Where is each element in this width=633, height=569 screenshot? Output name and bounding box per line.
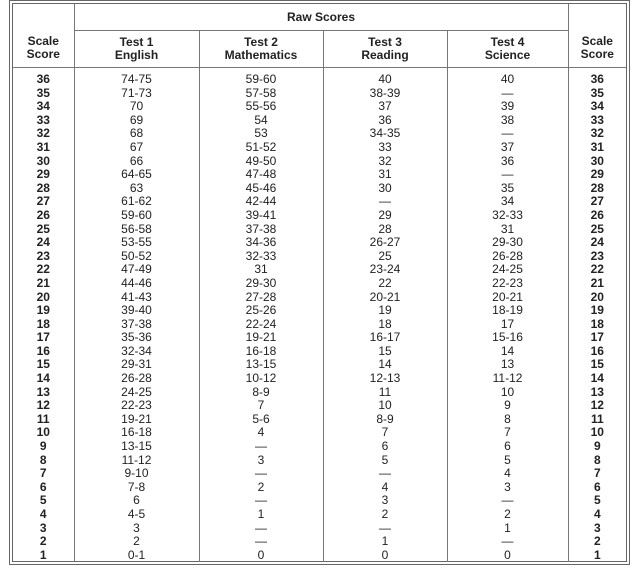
raw-score-reading: 10	[323, 399, 447, 413]
scale-score-left: 5	[39, 493, 47, 508]
scale-score-left: 1	[39, 547, 47, 562]
raw-score-mathematics: 53	[199, 127, 323, 141]
raw-score-reading: 8-9	[323, 413, 447, 427]
raw-score-english: 44-46	[74, 277, 199, 291]
table-row	[13, 291, 626, 305]
raw-score-english: 6	[74, 494, 199, 508]
scale-score-left: 11	[36, 411, 50, 426]
scale-score-right: 10	[568, 426, 626, 440]
raw-score-english: 22-23	[74, 399, 199, 413]
scale-score-right: 23	[568, 250, 626, 264]
raw-score-mathematics: 51-52	[199, 141, 323, 155]
scale-score-right: 18	[568, 318, 626, 332]
scale-score-right: 12	[568, 399, 626, 413]
raw-score-mathematics: —	[199, 535, 323, 549]
raw-score-english: 66	[74, 155, 199, 169]
raw-score-mathematics: 34-36	[199, 236, 323, 250]
scale-score-left: 20	[36, 289, 50, 304]
raw-score-reading: 11	[323, 386, 447, 400]
raw-score-english: 74-75	[74, 68, 199, 87]
raw-score-mathematics: 59-60	[199, 68, 323, 87]
table-row	[13, 454, 626, 468]
raw-score-mathematics: 3	[199, 454, 323, 468]
scale-score-right: 22	[568, 263, 626, 277]
table-row	[13, 386, 626, 400]
scale-score-header-right	[568, 4, 626, 68]
raw-score-science: 24-25	[447, 263, 568, 277]
scale-score-left: 27	[36, 194, 50, 209]
scale-score-right: 21	[568, 277, 626, 291]
raw-score-reading: 25	[323, 250, 447, 264]
table-row	[13, 209, 626, 223]
raw-score-english: 11-12	[74, 454, 199, 468]
raw-score-science: —	[447, 127, 568, 141]
raw-score-english: 70	[74, 100, 199, 114]
raw-score-reading: 30	[323, 182, 447, 196]
raw-score-mathematics: 7	[199, 399, 323, 413]
table-row	[13, 263, 626, 277]
raw-score-reading: 31	[323, 168, 447, 182]
test-subject: Science	[484, 48, 531, 62]
table-row	[13, 481, 626, 495]
raw-score-mathematics: 4	[199, 426, 323, 440]
raw-score-reading: 29	[323, 209, 447, 223]
raw-score-reading: 36	[323, 114, 447, 128]
scale-score-left: 7	[39, 466, 47, 481]
raw-score-mathematics: 13-15	[199, 358, 323, 372]
scale-label: Scale	[581, 33, 613, 48]
raw-score-science: 40	[447, 68, 568, 87]
raw-score-science: —	[447, 168, 568, 182]
raw-score-english: 61-62	[74, 195, 199, 209]
scale-score-left: 9	[39, 439, 47, 454]
scale-score-left: 29	[36, 167, 50, 182]
raw-score-mathematics: 27-28	[199, 291, 323, 305]
raw-score-mathematics: 29-30	[199, 277, 323, 291]
table-row	[13, 318, 626, 332]
table-row	[13, 413, 626, 427]
raw-score-mathematics: 42-44	[199, 195, 323, 209]
raw-score-english: 56-58	[74, 223, 199, 237]
scale-score-left: 3	[39, 520, 47, 535]
scale-score-left: 31	[36, 139, 50, 154]
scale-score-left: 18	[36, 316, 50, 331]
raw-score-mathematics: 25-26	[199, 304, 323, 318]
raw-score-science: 31	[447, 223, 568, 237]
raw-score-science: 34	[447, 195, 568, 209]
raw-score-mathematics: 49-50	[199, 155, 323, 169]
table-row	[13, 223, 626, 237]
raw-score-science: 1	[447, 522, 568, 536]
raw-score-science: 17	[447, 318, 568, 332]
raw-score-english: 7-8	[74, 481, 199, 495]
raw-score-science: 0	[447, 549, 568, 563]
scale-score-right: 4	[568, 508, 626, 522]
scale-score-left: 23	[36, 248, 50, 263]
score-label: Score	[26, 46, 60, 61]
scale-score-right: 17	[568, 331, 626, 345]
raw-score-reading: 14	[323, 358, 447, 372]
table-row	[13, 372, 626, 386]
scale-score-right: 27	[568, 195, 626, 209]
scale-score-left: 12	[36, 398, 50, 413]
score-conversion-table	[13, 4, 626, 562]
raw-score-mathematics: 45-46	[199, 182, 323, 196]
scale-score-left: 13	[36, 384, 50, 399]
raw-score-english: 32-34	[74, 345, 199, 359]
raw-score-mathematics: 5-6	[199, 413, 323, 427]
raw-score-mathematics: 8-9	[199, 386, 323, 400]
table-row	[13, 100, 626, 114]
raw-score-english: 67	[74, 141, 199, 155]
test-number: Test 3	[368, 35, 402, 49]
scale-score-right: 13	[568, 386, 626, 400]
raw-score-reading: 5	[323, 454, 447, 468]
raw-score-mathematics: 57-58	[199, 87, 323, 101]
raw-score-science: 37	[447, 141, 568, 155]
scale-score-right: 2	[568, 535, 626, 549]
raw-score-english: 68	[74, 127, 199, 141]
raw-score-english: 47-49	[74, 263, 199, 277]
raw-score-mathematics: 0	[199, 549, 323, 563]
raw-score-science: 11-12	[447, 372, 568, 386]
table-row	[13, 127, 626, 141]
raw-score-mathematics: 22-24	[199, 318, 323, 332]
scale-score-right: 9	[568, 440, 626, 454]
scale-score-left: 19	[36, 303, 50, 318]
raw-scores-header: Raw Scores	[74, 4, 568, 31]
raw-score-reading: 26-27	[323, 236, 447, 250]
raw-score-english: 39-40	[74, 304, 199, 318]
score-conversion-table-frame	[9, 0, 630, 565]
test-number: Test 4	[490, 35, 525, 49]
raw-score-english: 26-28	[74, 372, 199, 386]
scale-score-left: 36	[36, 72, 50, 86]
raw-score-mathematics: 19-21	[199, 331, 323, 345]
raw-score-science: 38	[447, 114, 568, 128]
scale-score-left: 15	[36, 357, 50, 372]
raw-score-mathematics: 37-38	[199, 223, 323, 237]
scale-score-right: 19	[568, 304, 626, 318]
scale-score-right: 15	[568, 358, 626, 372]
raw-score-english: 9-10	[74, 467, 199, 481]
scale-score-right: 20	[568, 291, 626, 305]
table-row	[13, 494, 626, 508]
scale-score-left: 2	[39, 534, 47, 549]
raw-score-english: 63	[74, 182, 199, 196]
test-2-mathematics-header	[199, 31, 323, 68]
scale-score-right: 5	[568, 494, 626, 508]
scale-score-left: 28	[36, 180, 50, 195]
raw-score-english: 59-60	[74, 209, 199, 223]
raw-score-reading: 1	[323, 535, 447, 549]
table-row	[13, 87, 626, 101]
test-subject: English	[114, 48, 159, 62]
raw-score-science: 9	[447, 399, 568, 413]
raw-score-english: 71-73	[74, 87, 199, 101]
table-row	[13, 114, 626, 128]
raw-score-english: 53-55	[74, 236, 199, 250]
table-row	[13, 236, 626, 250]
raw-score-mathematics: 31	[199, 263, 323, 277]
scale-score-left: 8	[39, 452, 47, 467]
raw-score-science: 26-28	[447, 250, 568, 264]
raw-score-reading: 32	[323, 155, 447, 169]
raw-score-reading: 4	[323, 481, 447, 495]
scale-score-right: 25	[568, 223, 626, 237]
scale-score-left: 30	[36, 153, 50, 168]
raw-score-reading: 3	[323, 494, 447, 508]
raw-score-reading: 6	[323, 440, 447, 454]
scale-score-right: 6	[568, 481, 626, 495]
scale-score-right: 34	[568, 100, 626, 114]
raw-score-science: 2	[447, 508, 568, 522]
test-3-reading-header	[323, 31, 447, 68]
raw-score-science: 5	[447, 454, 568, 468]
raw-score-reading: 19	[323, 304, 447, 318]
table-row	[13, 168, 626, 182]
raw-score-reading: 38-39	[323, 87, 447, 101]
scale-score-right: 32	[568, 127, 626, 141]
scale-score-left: 16	[36, 343, 50, 358]
raw-score-science: 6	[447, 440, 568, 454]
table-row	[13, 182, 626, 196]
scale-score-right: 7	[568, 467, 626, 481]
raw-score-english: 3	[74, 522, 199, 536]
test-1-english-header	[74, 31, 199, 68]
table-row	[13, 440, 626, 454]
test-number: Test 1	[119, 35, 154, 49]
table-row	[13, 277, 626, 291]
table-row	[13, 331, 626, 345]
raw-score-science: 39	[447, 100, 568, 114]
raw-score-mathematics: 1	[199, 508, 323, 522]
raw-score-science: 13	[447, 358, 568, 372]
scale-score-right: 26	[568, 209, 626, 223]
table-row	[13, 549, 626, 563]
raw-score-english: 41-43	[74, 291, 199, 305]
table-row	[13, 304, 626, 318]
scale-score-right: 28	[568, 182, 626, 196]
raw-score-reading: 2	[323, 508, 447, 522]
raw-score-reading: 18	[323, 318, 447, 332]
raw-score-reading: 16-17	[323, 331, 447, 345]
scale-score-right: 24	[568, 236, 626, 250]
raw-score-reading: 34-35	[323, 127, 447, 141]
raw-score-science: 7	[447, 426, 568, 440]
raw-score-reading: 23-24	[323, 263, 447, 277]
raw-score-mathematics: 16-18	[199, 345, 323, 359]
raw-score-science: —	[447, 535, 568, 549]
table-row	[13, 155, 626, 169]
scale-score-left: 35	[36, 85, 50, 100]
raw-score-science: —	[447, 87, 568, 101]
scale-score-right: 36	[568, 68, 626, 87]
scale-score-left: 33	[36, 112, 50, 127]
raw-score-science: 22-23	[447, 277, 568, 291]
raw-score-english: 35-36	[74, 331, 199, 345]
raw-score-mathematics: 47-48	[199, 168, 323, 182]
table-row	[13, 535, 626, 549]
scale-score-right: 14	[568, 372, 626, 386]
raw-score-english: 37-38	[74, 318, 199, 332]
raw-score-reading: 20-21	[323, 291, 447, 305]
raw-score-english: 69	[74, 114, 199, 128]
scale-score-header-left	[13, 4, 74, 68]
scale-score-right: 1	[568, 549, 626, 563]
raw-score-science: 10	[447, 386, 568, 400]
raw-score-science: 3	[447, 481, 568, 495]
raw-score-mathematics: —	[199, 440, 323, 454]
raw-score-english: 19-21	[74, 413, 199, 427]
scale-score-left: 17	[36, 330, 50, 345]
raw-score-science: 14	[447, 345, 568, 359]
raw-score-english: 4-5	[74, 508, 199, 522]
raw-score-reading: 28	[323, 223, 447, 237]
scale-score-left: 21	[36, 275, 50, 290]
scale-label: Scale	[27, 33, 59, 48]
raw-score-science: —	[447, 494, 568, 508]
table-row	[13, 508, 626, 522]
scale-score-left: 14	[36, 371, 50, 386]
table-row	[13, 141, 626, 155]
raw-score-english: 64-65	[74, 168, 199, 182]
table-row	[13, 467, 626, 481]
test-subject: Mathematics	[224, 48, 298, 62]
scale-score-right: 11	[568, 413, 626, 427]
raw-score-reading: —	[323, 522, 447, 536]
raw-score-english: 29-31	[74, 358, 199, 372]
raw-score-english: 2	[74, 535, 199, 549]
raw-score-english: 0-1	[74, 549, 199, 563]
raw-score-mathematics: 32-33	[199, 250, 323, 264]
scale-score-right: 33	[568, 114, 626, 128]
table-row	[13, 399, 626, 413]
scale-score-left: 26	[36, 207, 50, 222]
raw-score-reading: 0	[323, 549, 447, 563]
raw-score-reading: 22	[323, 277, 447, 291]
raw-score-reading: —	[323, 467, 447, 481]
raw-score-science: 4	[447, 467, 568, 481]
raw-score-science: 15-16	[447, 331, 568, 345]
table-row	[13, 345, 626, 359]
raw-score-english: 24-25	[74, 386, 199, 400]
raw-score-reading: 7	[323, 426, 447, 440]
test-subject: Reading	[361, 48, 409, 62]
scale-score-right: 35	[568, 87, 626, 101]
raw-score-mathematics: 2	[199, 481, 323, 495]
raw-score-reading: —	[323, 195, 447, 209]
raw-score-mathematics: 54	[199, 114, 323, 128]
raw-score-reading: 15	[323, 345, 447, 359]
raw-score-science: 18-19	[447, 304, 568, 318]
raw-score-reading: 33	[323, 141, 447, 155]
scale-score-right: 3	[568, 522, 626, 536]
scale-score-left: 22	[36, 262, 50, 277]
scale-score-right: 8	[568, 454, 626, 468]
raw-score-science: 36	[447, 155, 568, 169]
scale-score-right: 30	[568, 155, 626, 169]
table-row	[13, 68, 626, 87]
raw-score-english: 16-18	[74, 426, 199, 440]
test-4-science-header	[447, 31, 568, 68]
scale-score-left: 10	[36, 425, 50, 440]
table-row	[13, 195, 626, 209]
scale-score-right: 16	[568, 345, 626, 359]
scale-score-left: 34	[36, 99, 50, 114]
table-row	[13, 358, 626, 372]
raw-score-reading: 37	[323, 100, 447, 114]
score-label: Score	[580, 46, 614, 61]
raw-score-mathematics: —	[199, 522, 323, 536]
raw-score-mathematics: 10-12	[199, 372, 323, 386]
raw-score-science: 35	[447, 182, 568, 196]
raw-score-science: 20-21	[447, 291, 568, 305]
raw-score-mathematics: —	[199, 467, 323, 481]
raw-score-reading: 40	[323, 68, 447, 87]
table-row	[13, 250, 626, 264]
scale-score-left: 4	[39, 507, 47, 521]
raw-score-english: 13-15	[74, 440, 199, 454]
scale-score-left: 6	[39, 479, 47, 494]
raw-score-science: 8	[447, 413, 568, 427]
scale-score-right: 31	[568, 141, 626, 155]
raw-score-mathematics: 55-56	[199, 100, 323, 114]
raw-score-english: 50-52	[74, 250, 199, 264]
raw-score-reading: 12-13	[323, 372, 447, 386]
raw-score-mathematics: 39-41	[199, 209, 323, 223]
test-number: Test 2	[244, 35, 278, 49]
raw-score-mathematics: —	[199, 494, 323, 508]
scale-score-right: 29	[568, 168, 626, 182]
raw-score-science: 32-33	[447, 209, 568, 223]
table-row	[13, 426, 626, 440]
scale-score-left: 24	[36, 235, 50, 250]
score-rows	[13, 68, 626, 563]
scale-score-left: 32	[36, 126, 50, 141]
scale-score-left: 25	[36, 221, 50, 236]
table-row	[13, 522, 626, 536]
raw-score-science: 29-30	[447, 236, 568, 250]
